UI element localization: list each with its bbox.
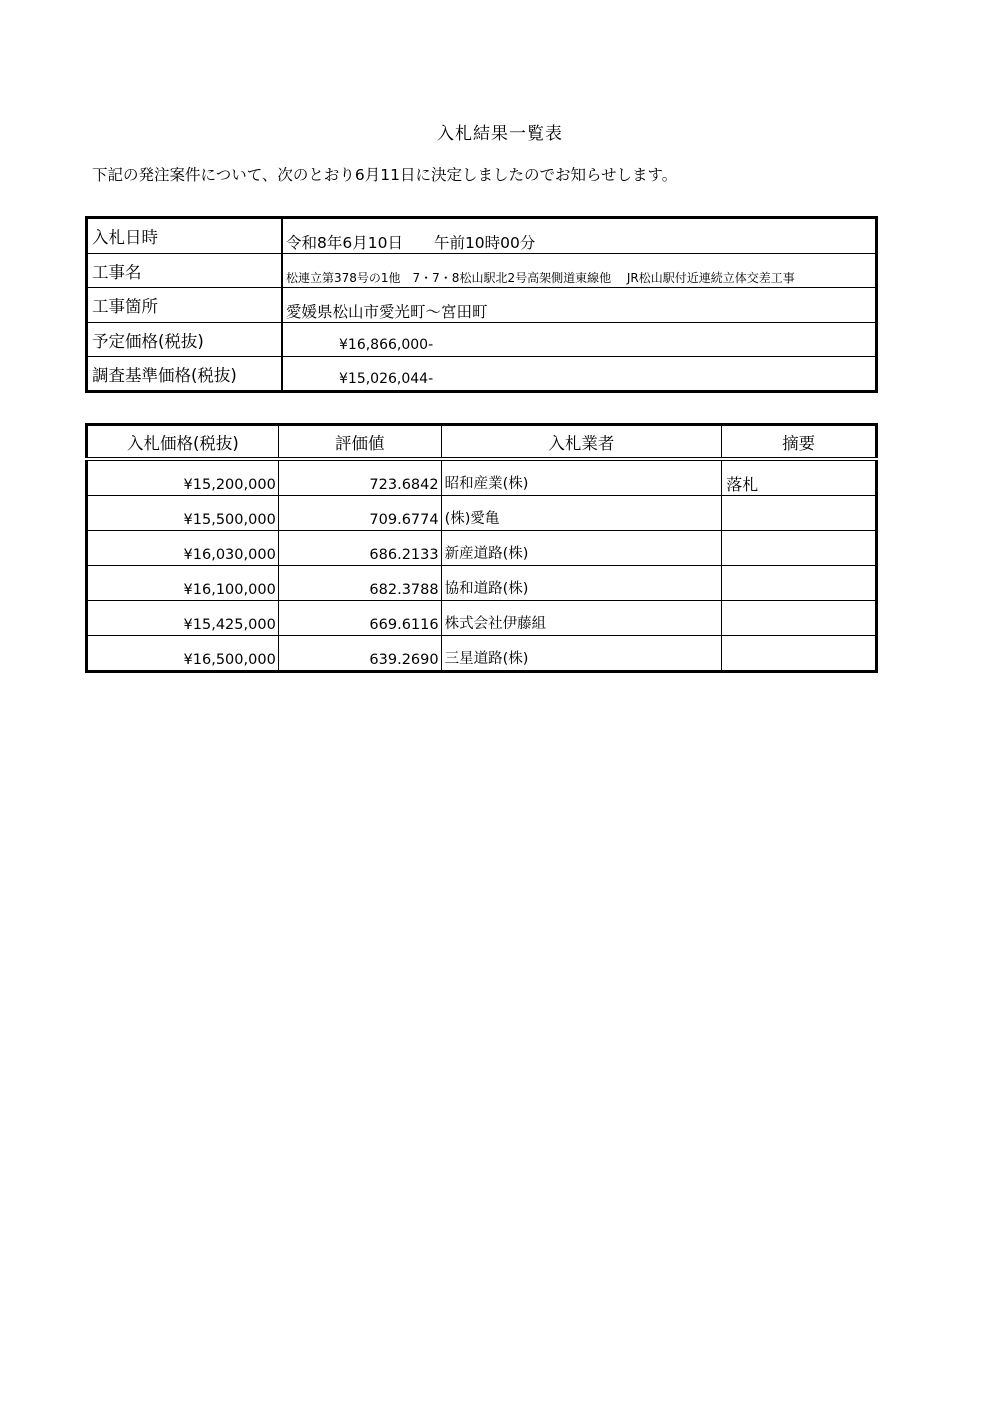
info-table [85,216,878,393]
bid-score: 639.2690 [278,636,441,672]
info-label: 工事箇所 [87,288,283,323]
bid-note [722,601,877,636]
bidder-name: 新産道路(株) [441,531,722,566]
header-score: 評価値 [278,425,441,460]
bid-price: ¥16,100,000 [87,566,279,601]
table-header-row [87,425,877,460]
bid-price: ¥16,500,000 [87,636,279,672]
bid-note [722,636,877,672]
bidder-name: 株式会社伊藤組 [441,601,722,636]
bid-price: ¥15,200,000 [87,459,279,496]
table-row [87,531,877,566]
table-row [87,496,877,531]
info-row-project-name [87,254,877,288]
info-label: 予定価格(税抜) [87,323,283,357]
bid-score: 669.6116 [278,601,441,636]
info-value: 令和8年6月10日 午前10時00分 [282,218,877,254]
bid-note [722,496,877,531]
bid-price: ¥16,030,000 [87,531,279,566]
info-value: ¥16,866,000- [282,323,877,357]
notice-text: 下記の発注案件について、次のとおり6月11日に決定しましたのでお知らせします。 [92,166,678,184]
bidder-name: 三星道路(株) [441,636,722,672]
header-note: 摘要 [722,425,877,460]
info-label: 工事名 [87,254,283,288]
info-row-location [87,288,877,323]
header-bidder: 入札業者 [441,425,722,460]
bid-results-table [85,423,878,673]
info-row-planned-price [87,323,877,357]
bidder-name: (株)愛亀 [441,496,722,531]
info-value: 愛媛県松山市愛光町～宮田町 [282,288,877,323]
bid-score: 709.6774 [278,496,441,531]
bid-score: 723.6842 [278,459,441,496]
info-value: 松連立第378号の1他 7・7・8松山駅北2号高架側道東線他 JR松山駅付近連続立体交差工事 [282,254,877,288]
info-label: 調査基準価格(税抜) [87,357,283,392]
table-row [87,636,877,672]
bid-note: 落札 [722,459,877,496]
page-title: 入札結果一覧表 [437,124,563,144]
bidder-name: 協和道路(株) [441,566,722,601]
bid-price: ¥15,500,000 [87,496,279,531]
info-row-standard-price [87,357,877,392]
table-row [87,459,877,496]
info-label: 入札日時 [87,218,283,254]
table-row [87,601,877,636]
bidder-name: 昭和産業(株) [441,459,722,496]
table-row [87,566,877,601]
bid-note [722,531,877,566]
bid-score: 682.3788 [278,566,441,601]
bid-price: ¥15,425,000 [87,601,279,636]
bid-score: 686.2133 [278,531,441,566]
info-row-date [87,218,877,254]
header-price: 入札価格(税抜) [87,425,279,460]
bid-note [722,566,877,601]
info-value: ¥15,026,044- [282,357,877,392]
